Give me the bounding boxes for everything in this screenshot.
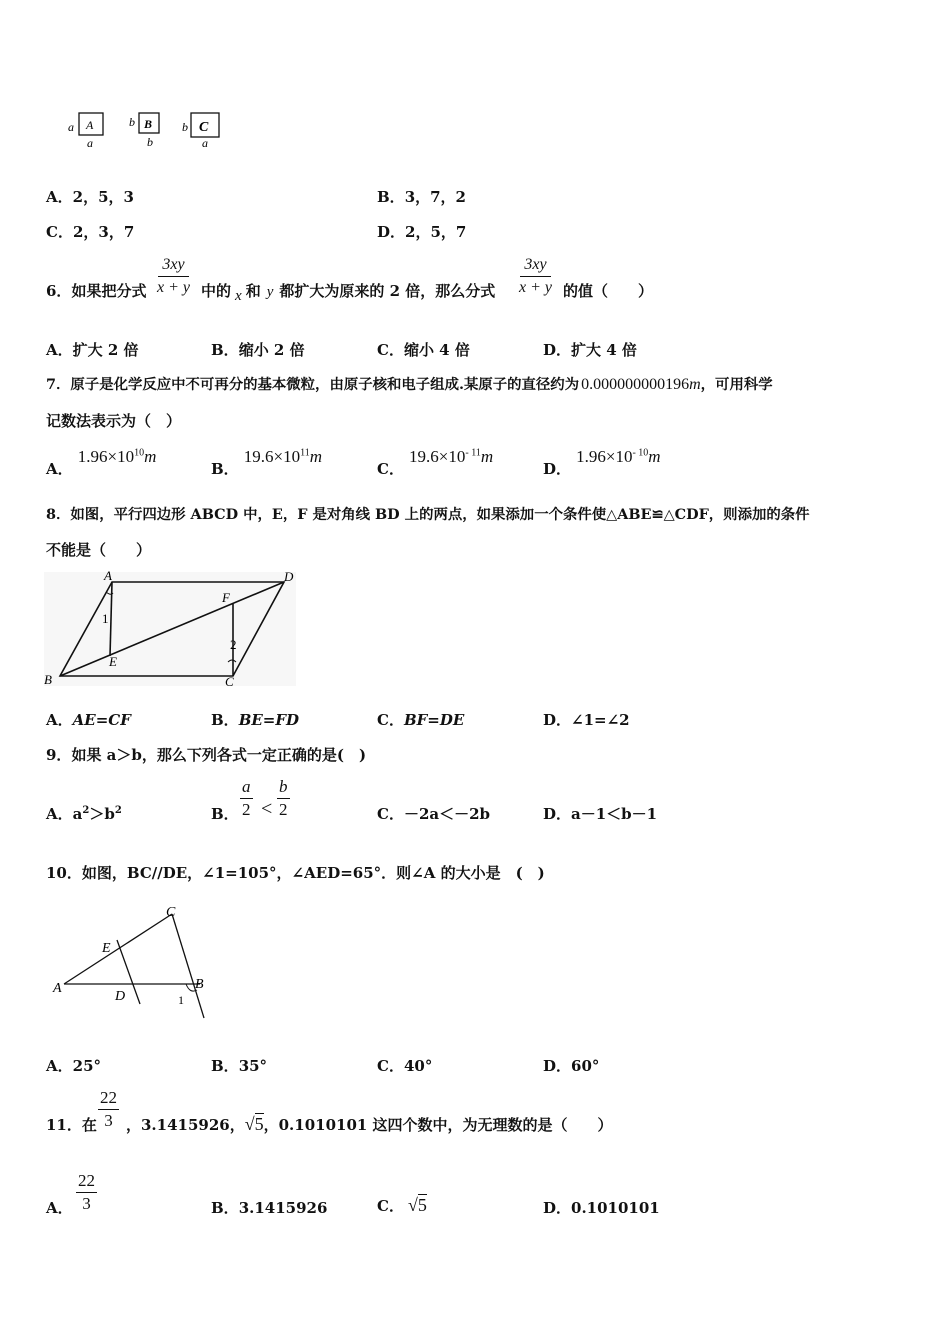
option-text: 缩小 4 倍: [403, 341, 470, 359]
q5-option-c[interactable]: [46, 221, 134, 242]
option-label: B．: [211, 711, 239, 729]
exponent: - 11: [465, 447, 481, 459]
option-label: B．: [211, 1057, 239, 1075]
fraction-numerator: 3xy: [158, 254, 188, 277]
exponent: 2: [82, 805, 90, 816]
vertex-a-label: A: [104, 568, 112, 583]
variable-y: y: [266, 284, 274, 300]
fraction-denominator: x + y: [157, 279, 190, 296]
unit: m: [309, 447, 323, 466]
option-label: C．: [377, 1197, 404, 1215]
option-label: D．: [543, 805, 572, 823]
option-value: [244, 447, 310, 466]
option-text: BF=DE: [403, 711, 465, 729]
option-text: 3.1415926: [238, 1199, 328, 1217]
exponent: 10: [134, 447, 145, 459]
unit: m: [648, 447, 661, 466]
q7-option-b[interactable]: [211, 446, 323, 478]
option-label: D．: [543, 1199, 572, 1217]
vertex-c-label: C: [225, 674, 234, 689]
option-text: 2，5，7: [405, 223, 467, 241]
option-label: B．: [211, 341, 239, 359]
squares-figure: [66, 108, 236, 152]
option-text: ＞b: [89, 805, 115, 823]
option-label: C．: [377, 460, 404, 478]
question-text: ，0.1010101 这四个数中，为无理数的是（ ）: [263, 1116, 613, 1134]
q7-option-c[interactable]: [377, 446, 494, 478]
fraction-numerator: 3xy: [520, 254, 550, 277]
option-label: D．: [543, 341, 572, 359]
question-text: 中的: [201, 282, 232, 300]
mantissa: 19.6: [409, 447, 439, 466]
option-label: C．: [377, 341, 404, 359]
q10-stem: [46, 862, 545, 883]
point-e-label: E: [109, 654, 117, 669]
q5-figure: [66, 108, 236, 152]
fraction-numerator: b: [277, 776, 290, 799]
question-number: 9．: [46, 746, 72, 764]
q9-option-a[interactable]: [46, 803, 122, 824]
q8-stem-line2: [46, 539, 151, 560]
q11-stem-part1: [46, 1114, 97, 1135]
angle-1-label: 1: [178, 993, 184, 1007]
option-label: A．: [46, 188, 73, 206]
option-label: C．: [377, 711, 404, 729]
question-text: 如图，BC//DE，∠1=105°，∠AED=65°．则∠A 的大小是 ( ): [81, 864, 545, 882]
exponent: 2: [114, 805, 122, 816]
question-text: 如果 a＞b，那么下列各式一定正确的是( ): [71, 746, 367, 764]
sqrt-5: [408, 1195, 427, 1215]
option-text: 35°: [238, 1057, 268, 1075]
option-text: 25°: [72, 1057, 102, 1075]
box-a-bottom-label: a: [87, 136, 93, 150]
question-text: ，3.1415926，: [126, 1116, 245, 1134]
option-label: C．: [377, 805, 404, 823]
q7-option-a[interactable]: [46, 446, 157, 478]
less-than-sign: <: [261, 798, 273, 820]
mantissa: 1.96: [77, 447, 108, 466]
option-text: ∠1=∠2: [571, 711, 630, 729]
q11-option-c[interactable]: [377, 1195, 427, 1216]
times-ten: ×10: [605, 447, 633, 466]
q9-stem: [46, 744, 366, 765]
q5-option-d[interactable]: [377, 221, 466, 242]
unit: m: [144, 447, 157, 466]
q10-figure: [50, 900, 220, 1022]
question-text: 的值（ ）: [563, 282, 654, 300]
variable-x: x: [235, 288, 242, 304]
fraction-denominator: 2: [279, 800, 288, 819]
option-text: 扩大 4 倍: [571, 341, 637, 359]
option-label: A．: [46, 1199, 73, 1217]
box-b-side-label: b: [129, 115, 135, 129]
q6-fraction-2: [519, 254, 552, 299]
vertex-a-label: A: [53, 981, 62, 996]
q9-option-b[interactable]: [211, 776, 331, 826]
option-label: D．: [543, 1057, 572, 1075]
vertex-c-label: C: [166, 905, 176, 920]
q6-fraction-1: [157, 254, 190, 299]
option-label: A．: [46, 1057, 73, 1075]
vertex-b-label: B: [195, 977, 204, 992]
option-text: 3，7，2: [404, 188, 466, 206]
q9-option-c[interactable]: [377, 803, 490, 824]
question-number: 10．: [46, 864, 82, 882]
box-c-side-label: b: [182, 120, 188, 134]
q7-stem-line1: [46, 373, 773, 394]
question-text: 不能是（ ）: [46, 541, 152, 559]
question-number: 6．: [46, 282, 72, 300]
times-ten: ×10: [107, 447, 135, 466]
question-text: 原子是化学反应中不可再分的基本微粒，由原子核和电子组成.某原子的直径约为: [70, 376, 580, 393]
option-label: B．: [211, 1199, 239, 1217]
triangle-figure: [50, 900, 220, 1022]
option-label: A．: [46, 460, 73, 478]
q9-option-d[interactable]: [543, 803, 657, 824]
diameter-value: 0.000000000196: [581, 376, 690, 393]
q6-option-a[interactable]: [46, 339, 139, 360]
q6-stem-part3: [563, 280, 653, 301]
sqrt-5: [245, 1113, 264, 1134]
question-text: 都扩大为原来的 2 倍，那么分式: [279, 282, 496, 300]
exponent: - 10: [632, 447, 649, 459]
question-text: 如图，平行四边形 ABCD 中，E，F 是对角线 BD 上的两点，如果添加一个条件使△ABE≌△CDF，则添加的条件: [70, 506, 810, 523]
option-label: A．: [46, 341, 73, 359]
times-ten: ×10: [273, 447, 301, 466]
q10-option-d[interactable]: [543, 1055, 599, 1076]
sqrt-value: 5: [254, 1114, 264, 1134]
option-text: 缩小 2 倍: [238, 341, 305, 359]
box-a-label: A: [86, 118, 94, 132]
fraction-denominator: x + y: [519, 279, 552, 296]
option-label: B．: [211, 460, 239, 478]
option-text: 2，5，3: [72, 188, 134, 206]
q8-option-d[interactable]: [543, 709, 630, 730]
vertex-b-label: B: [44, 672, 52, 687]
question-text: 和: [245, 282, 261, 300]
q11-option-b[interactable]: [211, 1197, 327, 1218]
question-text: 在: [81, 1116, 97, 1134]
question-text: ，可用科学: [700, 376, 773, 393]
option-text: a: [72, 805, 83, 823]
unit: m: [689, 376, 701, 393]
q11-stem-part2: [126, 1114, 613, 1135]
option-value: [576, 447, 648, 466]
question-number: 11．: [46, 1116, 82, 1134]
angle-2-label: 2: [230, 637, 237, 652]
box-b-label: B: [144, 117, 153, 131]
q8-option-a[interactable]: [46, 709, 131, 730]
q6-stem-part1: [46, 280, 146, 301]
option-value: [78, 447, 144, 466]
q8-option-c[interactable]: [377, 709, 464, 730]
option-label: B．: [377, 188, 405, 206]
option-text: 40°: [403, 1057, 433, 1075]
fraction-denominator: 3: [104, 1111, 113, 1130]
q11-option-a[interactable]: [46, 1170, 126, 1220]
q7-stem-line2: [46, 410, 181, 431]
question-text: 记数法表示为（ ）: [46, 412, 182, 430]
option-label: D．: [377, 223, 406, 241]
q8-figure: [40, 566, 300, 692]
option-text: BE=FD: [238, 711, 300, 729]
option-text: a－1＜b－1: [571, 805, 658, 823]
q5-option-b[interactable]: [377, 186, 466, 207]
option-text: 扩大 2 倍: [72, 341, 139, 359]
times-ten: ×10: [438, 447, 466, 466]
q10-option-a[interactable]: [46, 1055, 101, 1076]
line-ac: [64, 914, 172, 984]
fraction-denominator: 3: [82, 1194, 91, 1213]
q10-option-c[interactable]: [377, 1055, 432, 1076]
fraction-numerator: a: [240, 776, 253, 799]
q6-option-c[interactable]: [377, 339, 470, 360]
question-text: 如果把分式: [71, 282, 147, 300]
box-c-label: C: [199, 120, 209, 135]
question-number: 8．: [46, 506, 71, 523]
mantissa: 19.6: [243, 447, 274, 466]
option-text: 0.1010101: [571, 1199, 660, 1217]
angle-1-label: 1: [102, 611, 109, 626]
unit: m: [480, 447, 494, 466]
exponent: 11: [300, 447, 310, 459]
option-label: A．: [46, 711, 73, 729]
option-label: C．: [46, 223, 73, 241]
option-label: A．: [46, 805, 73, 823]
fraction-22-over-3: [76, 1170, 97, 1215]
line-cb-extended: [172, 914, 204, 1018]
q6-stem-part2: [201, 280, 496, 304]
fraction-numerator: 22: [76, 1170, 97, 1193]
sqrt-sign: √: [407, 1195, 418, 1215]
box-b-bottom-label: b: [147, 135, 153, 149]
option-label: D．: [543, 711, 572, 729]
point-f-label: F: [222, 590, 230, 605]
point-e-label: E: [102, 941, 111, 956]
option-value: [409, 447, 481, 466]
q11-option-d[interactable]: [543, 1197, 660, 1218]
vertex-d-label: D: [284, 569, 294, 584]
option-text: AE=CF: [72, 711, 131, 729]
q8-stem-line1: [46, 503, 810, 524]
fraction-numerator: 22: [98, 1087, 119, 1110]
option-text: 2，3，7: [72, 223, 135, 241]
q8-option-b[interactable]: [211, 709, 299, 730]
point-d-label: D: [115, 989, 126, 1004]
option-label: D．: [543, 460, 572, 478]
q11-fraction: [98, 1087, 119, 1132]
parallelogram-figure: [40, 566, 300, 692]
q7-option-d[interactable]: [543, 446, 661, 478]
q6-option-d[interactable]: [543, 339, 637, 360]
box-c-bottom-label: a: [202, 136, 208, 150]
option-text: －2a＜－2b: [403, 805, 491, 823]
option-label: B．: [211, 805, 239, 823]
mantissa: 1.96: [576, 447, 606, 466]
question-number: 7．: [46, 376, 71, 393]
option-text: 60°: [571, 1057, 600, 1075]
sqrt-sign: √: [244, 1114, 255, 1134]
box-a-side-label: a: [68, 120, 74, 134]
fraction-a-over-2: [240, 776, 253, 821]
q6-option-b[interactable]: [211, 339, 305, 360]
option-label: C．: [377, 1057, 404, 1075]
fraction-denominator: 2: [242, 800, 251, 819]
fraction-b-over-2: [277, 776, 290, 821]
q5-option-a[interactable]: [46, 186, 134, 207]
q10-option-b[interactable]: [211, 1055, 267, 1076]
sqrt-value: 5: [417, 1195, 427, 1215]
